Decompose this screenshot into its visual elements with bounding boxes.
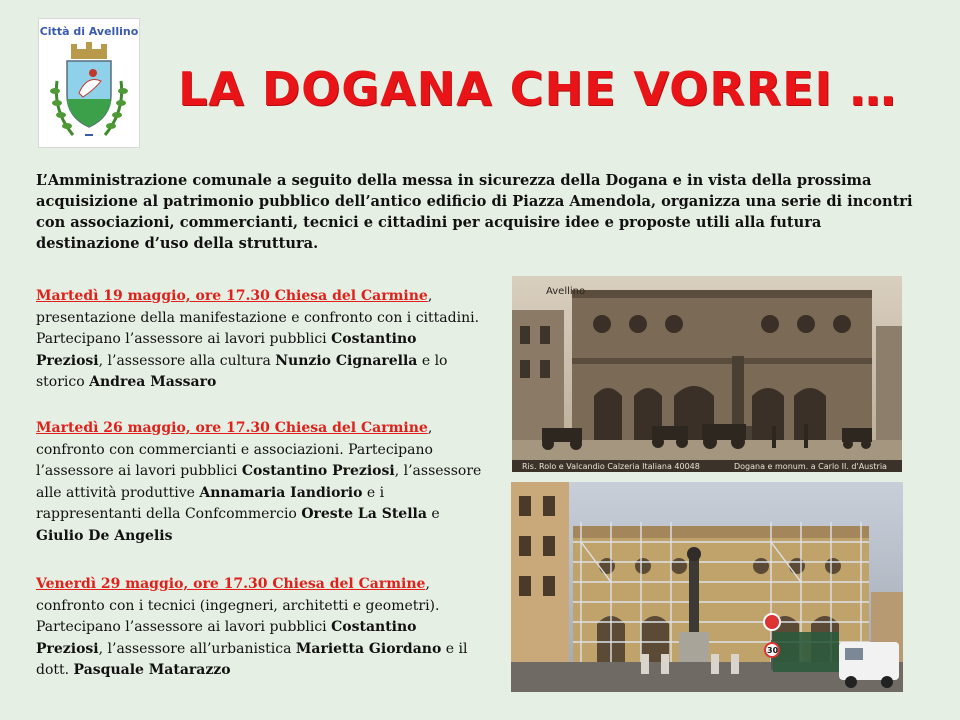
event-text: e lo storico (36, 352, 448, 390)
person-name: Annamaria Iandiorio (199, 484, 363, 501)
intro-paragraph: L’Amministrazione comunale a seguito della messa in sicurezza della Dogana e in vista della prossima acquisizione al patrimonio pubblico dell’antico edificio di Piazza Amendola, organizza una serie di incontri con associazioni, commercianti, tecnici e cittadini per acquisire idee e proposte utili alla futura destinazione d’uso della struttura. (36, 172, 913, 252)
event-text: , l’assessore alle attività produttive (36, 463, 482, 501)
event-3-heading: Venerdì 29 maggio, ore 17.30 Chiesa del Carmine (36, 576, 426, 592)
event-text: e il dott. (36, 640, 468, 678)
event-text: , confronto con commercianti e associazioni. Partecipano l’assessore ai lavori pubblici (36, 420, 433, 479)
current-photo (511, 482, 903, 692)
historic-photo-caption: Avellino (546, 286, 586, 297)
historic-photo-footer-left: Ris. Rolo e Valcandio Calzeria Italiana 40048 (522, 462, 700, 471)
person-name: Costantino Preziosi (241, 463, 395, 479)
event-3 (36, 574, 486, 682)
person-name: Costantino Preziosi (36, 619, 417, 657)
event-text: , l’assessore alla cultura (98, 352, 276, 369)
person-name: Andrea Massaro (89, 374, 217, 390)
person-name: Pasquale Matarazzo (73, 662, 231, 678)
event-text: , presentazione della manifestazione e confronto con i cittadini. Partecipano l’assessore ai lavori pubblici (36, 288, 480, 347)
event-1 (36, 286, 486, 394)
person-name: Nunzio Cignarella (275, 352, 418, 369)
event-2-heading: Martedì 26 maggio, ore 17.30 Chiesa del Carmine (36, 420, 428, 436)
page-title: LA DOGANA CHE VORREI … (178, 62, 897, 116)
event-text: , confronto con i tecnici (ingegneri, architetti e geometri). Partecipano l’assessore ai lavori pubblici (36, 576, 440, 635)
crest-shield-icon (39, 19, 139, 147)
event-text: , l’assessore all’urbanistica (98, 640, 296, 657)
event-text: e (426, 506, 440, 522)
person-name: Giulio De Angelis (36, 527, 173, 544)
event-2 (36, 418, 486, 547)
historic-photo (512, 276, 902, 472)
event-1-heading: Martedì 19 maggio, ore 17.30 Chiesa del Carmine (36, 288, 428, 304)
speed-sign-label: 30 (767, 646, 779, 655)
crest-label: Città di Avellino (39, 25, 139, 38)
historic-photo-footer-right: Dogana e monum. a Carlo II. d'Austria (734, 462, 887, 471)
event-text: e i rappresentanti della Confcommercio (36, 484, 385, 522)
person-name: Oreste La Stella (301, 506, 427, 522)
person-name: Costantino Preziosi (36, 331, 417, 369)
city-crest-logo (38, 18, 140, 148)
person-name: Marietta Giordano (295, 640, 442, 657)
